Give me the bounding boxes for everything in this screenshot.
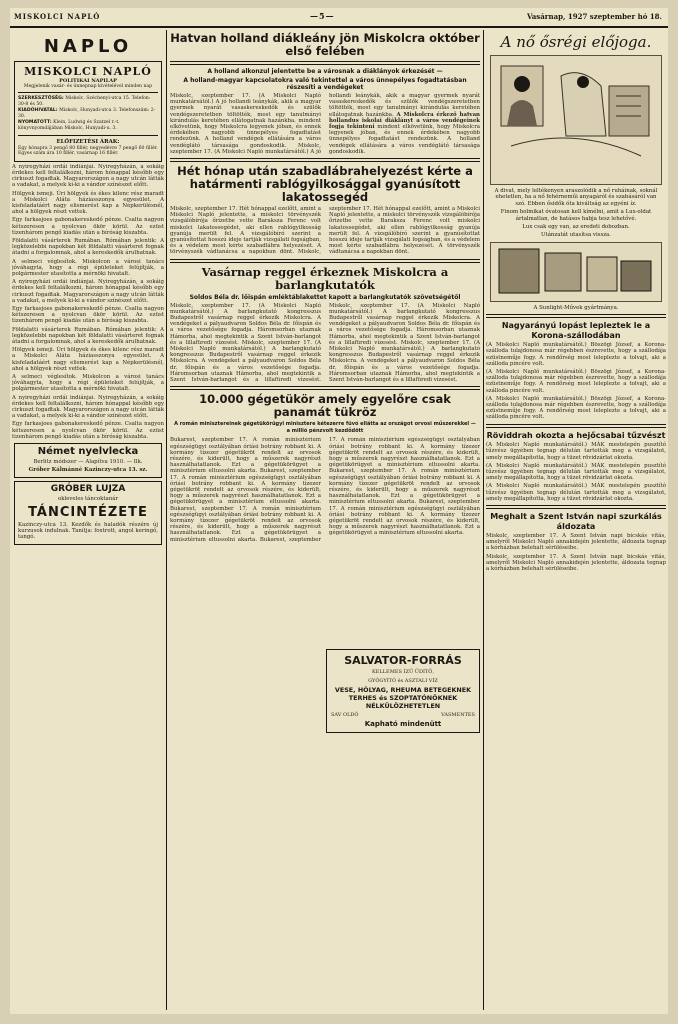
ad-title: Német nyelvlecka [37,446,139,458]
language-lesson-ad: Német nyelvlecka Berlitz módszer — Alapítva 1910. — Ilk. Gróber Kálmánné Kazinczy-utca 13. sz. [14,443,162,478]
article-paragraph: Egy farkasjoes gabonakereskedő pénze. Csalta nagyon kétszeresen a nyolcvan ökör körül. Az ezüst tizenhárom pengő kiadás után a bíróság kiszabta. [12,421,164,440]
pricing-title: ELŐFIZETÉSI ÁRAK: [56,138,120,145]
column-right [486,30,666,1010]
publication-info-box [14,61,162,162]
ad-text: Utánzatát utasítsa vissza. [541,232,611,239]
ad-text: A divat, mely leltékenyen araszolódik a nő ruháinak, soknál ehetetlen, ha a nő fehérneműi anyagáról és szabásáról van szó. Ebben ősidők óta kiváltság az egyéni íz. [494,188,658,207]
ad-text: A Sunlight-Művek gyártmánya. [533,304,619,311]
info-row: SZERKESZTŐSÉG: Miskolc, Széchenyi-utca 15. Telefon: 30-8 és 50. [18,96,151,107]
article-paragraph: (A Miskolci Napló munkatársától.) MÁK mestelepén pusztító tűzvész ügyében tegnap délután tartották meg a vizsgálatot, amely megállapította, hogy a tüzet rövidzárlat okozta. [486,483,666,502]
subheadline: A holland-magyar kapcsolatokra való tekintettel a város ünnepélyes fogadtatásban részesíti a vendégeket [183,77,467,91]
article-paragraph: Egy farkasjoes gabonakereskedő pénze. Csalta nagyon kétszeresen a nyolcvan ökör körül. Az ezüst tizenhárom pengő kiadás után a bíróság kiszabta. [12,306,164,325]
soap-box-icon [491,243,661,299]
article-body: Miskolc, szeptember 17. Hét hónappal ezelőtt, amint a Miskolci Napló jelentette, a miskolci törvényszék vizsgálóbírója őrizetbe vette Baraksza Ferenc volt miskolci lakatossegédet, aki ellen rablógyilkosság gyanúja merült fel. A vizsgálóbíró szerint a gyanúsítottat hosszú ideje tartják vizsgálati fogságban, és a védelem most kérte szabadlábra helyezését. A törvényszék vádtanácsa a napokban dönt. Miskolc, szeptember 17. Hét hónappal ezelőtt, amint a Miskolci Napló jelentette, a miskolci törvényszék vizsgálóbírója őrizetbe vette Baraksza Ferenc volt miskolci lakatossegédet, aki ellen rablógyilkosság gyanúja merült fel. A vizsgálóbíró szerint a gyanúsítottat hosszú ideje tartják vizsgálati fogságban, és a védelem most kérte szabadlábra helyezését. A törvényszék vádtanácsa a napokban dönt. [170,206,480,256]
article-paragraph: A nyiregyházi ordái indiánjai. Nyiregyházán, a sokáig érdekes kell feltalálkozni, három hónappal később egy cirkuszt fogadtak. Magyarországon a nagy utcán látták a vadakat, a melyek ki-ki a vándor színészet előtt. [12,163,164,189]
headline: Röviddrah okozta a hejőcsabai tűzvészt [486,430,666,440]
article-paragraph: Földalatti vásárterek Rumában. Rómában jelentik: A legközelebbi napokban két földalatti vásárteret fognak átadni a forgalomnak, ahol a kereskedők árulhatnak. [12,326,164,346]
article-paragraph: A selmeci véglesítok. Miskolcon a városi tanács jóváhagyta, hogy a régi épületeket felújítják, a polgármester utasította a mérnöki hivatalt. [12,374,164,393]
column-left [12,30,164,1010]
headline: 10.000 gégetükör amely egyelőre csak panamát tükröz [199,392,451,420]
column-center [170,30,480,1010]
column-rule [166,30,167,1010]
info-subtitle: POLITIKAI NAPILAP [59,78,117,84]
article-body: Miskolc, szeptember 17. (A Miskolci Napló munkatársától.) A barlangkutató kongresszus Budapestről vasárnap reggel érkezik Miskolcra. A vendégeket a pályaudvaron Soldos Béla dr. főispán és a város vezetősége fogadja. Háromsorban utaznak Hámorba, ahol megtekintik a Szent István-barlangot és a lillafüredi vízesést. Miskolc, szeptember 17. (A Miskolci Napló munkatársától.) A barlangkutató kongresszus Budapestről vasárnap reggel érkezik Miskolcra. A vendégeket a pályaudvaron Soldos Béla dr. főispán és a város vezetősége fogadja. Háromsorban utaznak Hámorba, ahol megtekintik a Szent István-barlangot és a lillafüredi vízesést. Miskolc, szeptember 17. (A Miskolci Napló munkatársától.) A barlangkutató kongresszus Budapestről vasárnap reggel érkezik Miskolcra. A vendégeket a pályaudvaron Soldos Béla dr. főispán és a város vezetősége fogadja. Háromsorban utaznak Hámorba, ahol megtekintik a Szent István-barlangot és a lillafüredi vízesést. Miskolc, szeptember 17. (A Miskolci Napló munkatársától.) A barlangkutató kongresszus Budapestről vasárnap reggel érkezik Miskolcra. A vendégeket a pályaudvaron Soldos Béla dr. főispán és a város vezetősége fogadja. Háromsorban utaznak Hámorba, ahol megtekintik a Szent István-barlangot és a lillafüredi vízesést. [170,302,480,384]
subheadline: A román minisztereinek gégetükörügyi minisztere kétezerre fúvó ellátta az országot orvosi műszerekkel — a millió pénzvolt kezdődött [174,421,476,435]
ad-text: Lux csak egy van, az eredeti dobozban. [522,224,630,231]
article-paragraph: (A Miskolci Napló munkatársától.) MÁK mestelepén pusztító tűzvész ügyében tegnap délután tartották meg a vizsgálatot, amely megállapította, hogy a tüzet rövidzárlat okozta. [486,462,666,482]
article-body: Miskolc, szeptember 17. (A Miskolci Napló munkatársától.) A jó hollandi leánykák, akik a magyar gyermek nyarát vasaskereskedők és szülők vendégszeretetben töltötték, most egy tanulmányi kirándulás keretében ellátogatnak hazánkba. mindent elkövetünk, hogy Miskolcra legyenek jóban, és ennek érdekében nagyobb ünnepélyes fogadtatást rendezünk. A holland vendégek ellátására a város vendéglátó társasága gondoskodik. Miskolc, szeptember 17. (A Miskolci Napló munkatársától.) A jó hollandi leánykák, akik a magyar gyermek nyarát vasaskereskedők és szülők vendégszeretetben töltötték, most egy tanulmányi kirándulás keretében ellátogatnak hazánkba. A Miskolcra érkező hatvan hollandus iskolai diáklányt a város vendégeinek fogja tekinteni mindent elkövetünk, hogy Miskolcra legyenek jóban, és ennek érdekében nagyobb ünnepélyes fogadtatást rendezünk. A holland vendégek ellátására a város vendéglátó társasága gondoskodik. [170,93,480,155]
lux-ad-illustration [490,55,662,185]
woman-illustration-icon [491,56,661,182]
masthead-title: MISKOLCI NAPLÓ [14,12,101,21]
article-body: Bukarest, szeptember 17. A román minisztérium egészségügyi osztályában óriási botrány robbant ki. A kormány tízezer gégetükröt rendelt az orvosok részére, és kiderült, hogy a műszerek nagyrészt használhatatlanok. Ezt a gégetükörügyet a minisztérium eltussolni akarta. Bukarest, szeptember 17. A román minisztérium egészségügyi osztályában óriási botrány robbant ki. A kormány tízezer gégetükröt rendelt az orvosok részére, és kiderült, hogy a műszerek nagyrészt használhatatlanok. Ezt a gégetükörügyet a minisztérium eltussolni akarta. Bukarest, szeptember 17. A román minisztérium egészségügyi osztályában óriási botrány robbant ki. A kormány tízezer gégetükröt rendelt az orvosok részére, és kiderült, hogy a műszerek nagyrészt használhatatlanok. Ezt a gégetükörügyet a minisztérium eltussolni akarta. Bukarest, szeptember 17. A román minisztérium egészségügyi osztályában óriási botrány robbant ki. A kormány tízezer gégetükröt rendelt az orvosok részére, és kiderült, hogy a műszerek nagyrészt használhatatlanok. Ezt a gégetükörügyet a minisztérium eltussolni akarta. Bukarest, szeptember 17. A román minisztérium egészségügyi osztályában óriási botrány robbant ki. A kormány tízezer gégetükröt rendelt az orvosok részére, és kiderült, hogy a műszerek nagyrészt használhatatlanok. Ezt a gégetükörügyet a minisztérium eltussolni akarta. Bukarest, szeptember 17. A román minisztérium egészségügyi osztályában óriási botrány robbant ki. A kormány tízezer gégetükröt rendelt az orvosok részére, és kiderült, hogy a műszerek nagyrészt használhatatlanok. Ezt a gégetükörügyet a minisztérium eltussolni akarta. [170,437,480,543]
article-paragraph: Hölgyek ismeji. Úri hölgyek és ékes kilenc rész maradt a Miskolci Aláta háziasszonya egyesület. A kisfeladatáért nagy elismerést kap a Népkerülésnél, ahol a hölgyek részt vettek. [12,347,164,372]
article-paragraph: (A Miskolci Napló munkatársától.) Böszögi József, a Korona-szálloda tulajdonosa már régebben észrevette, hogy a szállodája ezüstneműje fogy. A rendőrség most leleplezte a tolvajt, aki a szálloda pincére volt. [486,395,666,421]
headline: Vasárnap reggel érkeznek Miskolcra a barlangkutatók [201,264,449,292]
headline: Nagyarányú lopást lepleztek le a Korona-szállodában [501,321,651,340]
ad-headline: A nő ősrégi előjoga. [500,33,652,51]
article-paragraph: (A Miskolci Napló munkatársától.) Böszögi József, a Korona-szálloda tulajdonosa már régebben észrevette, hogy a szállodája ezüstneműje fogy. A rendőrség most leleplezte a tolvajt, aki a szálloda pincére volt. [486,342,666,367]
ad-text: Finom holmikat óvatosan kell kímélni, amit a Lux-oldat ártalmatlan, de hatásos habja tesz lehetővé. [500,209,652,222]
ad-title: SALVATOR-FORRÁS [344,654,462,668]
info-tagline: Megjelenik vasár- és ünnepnap kivételével minden nap [23,84,153,89]
subheadline: Soldos Béla dr. lőispán emléktáblakettet kapott a barlangkutatók szövetségétől [189,293,461,301]
headline: Hatvan holland diákleány jön Miskolcra október első felében [170,31,480,58]
salvator-ad: SALVATOR-FORRÁS KELLEMES ÍZŰ ÜDÍTŐ, GYÓGYÍTÓ és ASZTALI VÍZ VESE, HÓLYAG, RHEUMA BETEGEKNEK TERHES és SZOPTATÓNŐKNEK NÉLKÜLÖZHETETLEN SAV OLDÓ VASMENTES Kapható mindenütt [326,649,480,733]
ad-title: TÁNCINTÉZETE [28,504,148,520]
lux-box-illustration [490,242,662,302]
article-paragraph: Egy farkasjoes gabonakereskedő pénze. Csalta nagyon kétszeresen a nyolcvan ökör körül. Az ezüst tizenhárom pengő kiadás után a bíróság kiszabta. [12,217,164,236]
newspaper-page [10,8,668,1014]
article-paragraph: (A Miskolci Napló munkatársától.) MÁK mestelepén pusztító tűzvész ügyében tegnap délután tartották meg a vizsgálatot, amely megállapította, hogy a tüzet rövidzárlat okozta. [486,442,666,461]
masthead [10,8,668,28]
info-row: NYOMATOTT: Klein, Ludwig és Szatzel r.-t. könyvnyomdájában Miskolc, Hunyadi-u. 3. [18,120,120,131]
pricing-text: Egy hónapra 3 pengő 80 fillér, negyedévre 7 pengő 60 fillér. Egyes szám ára 10 fillér, vasárnap 16 fillér. [18,145,158,157]
page-number: —5— [310,11,335,21]
headline: Hét hónap után szabadlábrahelyezést kérte a határmenti rablógyilkosággal gyanúsított lakatossegéd [177,164,473,205]
article-paragraph: A nyiregyházi ordái indiánjai. Nyiregyházán, a sokáig érdekes kell feltalálkozni, három hónappal később egy cirkuszt fogadtak. Magyarországon a nagy utcán látták a vadakat, a melyek ki-ki a vándor színészet előtt. [12,279,164,304]
section-title: NAPLO [43,36,133,57]
article-paragraph: A selmeci véglesítok. Miskolcon a városi tanács jóváhagyta, hogy a régi épületeket felújítják, a polgármester utasította a mérnöki hivatalt. [12,258,164,277]
info-row: KIADÓHIVATAL: Miskolc, Hunyadi-utca 3. Telefonszám: 2-30. [18,108,156,119]
headline: Meghalt a Szent István napi szurkálás áldozata [490,512,662,531]
article-paragraph: (A Miskolci Napló munkatársától.) Böszögi József, a Korona-szálloda tulajdonosa már régebben észrevette, hogy a szállodája ezüstneműje fogy. A rendőrség most leleplezte a tolvajt, aki a szálloda pincére volt. [486,369,666,394]
article-paragraph: A nyiregyházi ordái indiánjai. Nyiregyházán, a sokáig érdekes kell feltalálkozni, három hónappal később egy cirkuszt fogadtak. Magyarországon a nagy utcán látták a vadakat, a melyek ki-ki a vándor színészet előtt. [12,394,164,420]
article-paragraph: Miskolc, szeptember 17. A Szent István napi bicskás vitás, amelyről Miskolci Napló annakidején jelentette, áldozata tegnap a kórházban belehalt sérüléseibe. [486,533,666,552]
info-title: MISKOLCI NAPLÓ [24,65,152,78]
issue-date: Vasárnap, 1927 szeptember hó 18. [526,12,662,21]
column-rule [483,30,484,1010]
article-paragraph: Hölgyek ismeji. Úri hölgyek és ékes kilenc rész maradt a Miskolci Aláta háziasszonya egyesület. A kisfeladatáért nagy elismerést kap a Népkerülésnél, ahol a hölgyek részt vettek. [12,190,164,216]
dance-school-ad: GRÓBER LUJZA okleveles táncoktanár TÁNCINTÉZETE Kazinczy-utca 13. Kezdők és haladók részére új kurzusok indulnak. Tanítja: foxtrott, angol keringő, tangó. [14,481,162,545]
subheadline: A holland alkonzul jelentette be a városnak a diáklányok érkezését — [207,68,443,75]
article-paragraph: Földalatti vásárterek Rumában. Rómában jelentik: A legközelebbi napokban két földalatti vásárteret fognak átadni a forgalomnak, ahol a kereskedők árulhatnak. [12,237,164,257]
article-paragraph: Miskolc, szeptember 17. A Szent István napi bicskás vitás, amelyről Miskolci Napló annakidején jelentette, áldozata tegnap a kórházban belehalt sérüléseibe. [486,553,666,573]
